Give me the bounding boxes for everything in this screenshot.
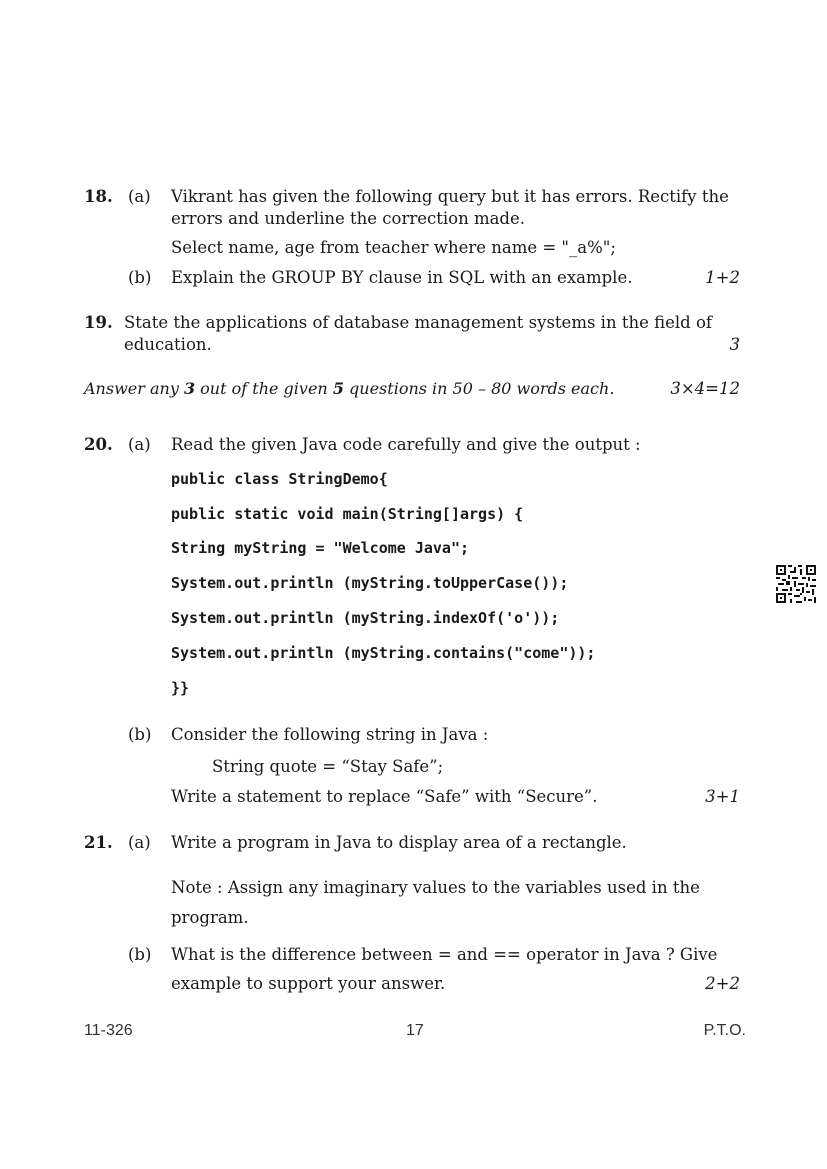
q19-marks: 3 (729, 335, 740, 354)
instruction-count: 3 (183, 379, 196, 398)
q20a-label: (a) (128, 435, 151, 454)
q18b-label: (b) (128, 268, 152, 287)
q21a-label: (a) (128, 833, 151, 852)
q21b-label: (b) (128, 945, 152, 964)
instruction-post: questions in 50 – 80 words each. (343, 379, 615, 398)
q20b-label: (b) (128, 725, 152, 744)
pto-label: P.T.O. (703, 1022, 746, 1039)
q21a-text: Write a program in Java to display area of a rectangle. (171, 833, 627, 852)
q21b-line2: example to support your answer. (171, 974, 446, 993)
code-line: public static void main(String[]args) { (171, 505, 524, 523)
q21a-note-line1: Note : Assign any imaginary values to the variables used in the (171, 878, 700, 897)
section-instruction (84, 379, 614, 398)
q19-line2: education. (124, 335, 212, 354)
qr-code-icon (776, 565, 816, 603)
q18a-query: Select name, age from teacher where name = "_a%"; (171, 238, 616, 257)
code-line: System.out.println (myString.contains("come")); (171, 644, 596, 662)
code-line: System.out.println (myString.indexOf('o')); (171, 609, 560, 627)
paper-code: 11-326 (84, 1022, 133, 1039)
q18a-label: (a) (128, 187, 151, 206)
page-number: 17 (406, 1022, 424, 1039)
q20-marks: 3+1 (705, 787, 740, 806)
q18-marks: 1+2 (705, 268, 740, 287)
q18a-line2: errors and underline the correction made. (171, 209, 525, 228)
q18-number: 18. (84, 187, 113, 206)
q20a-text: Read the given Java code carefully and give the output : (171, 435, 641, 454)
q20b-code: String quote = “Stay Safe”; (212, 757, 444, 776)
code-line: }} (171, 679, 190, 697)
code-line: String myString = "Welcome Java"; (171, 539, 470, 557)
q21-marks: 2+2 (705, 974, 740, 993)
q18a-line1: Vikrant has given the following query but it has errors. Rectify the (171, 187, 729, 206)
q21a-note-line2: program. (171, 908, 249, 927)
q20-number: 20. (84, 435, 113, 454)
q21b-line1: What is the difference between = and == operator in Java ? Give (171, 945, 718, 964)
q19-line1: State the applications of database management systems in the field of (124, 313, 712, 332)
q20b-text: Consider the following string in Java : (171, 725, 489, 744)
instruction-mid: out of the given (195, 379, 333, 398)
instruction-pre: Answer any (84, 379, 184, 398)
q21-number: 21. (84, 833, 113, 852)
code-line: public class StringDemo{ (171, 470, 388, 488)
q19-number: 19. (84, 313, 113, 332)
q20b-text2: Write a statement to replace “Safe” with “Secure”. (171, 787, 598, 806)
code-line: System.out.println (myString.toUpperCase()); (171, 574, 569, 592)
q18b-text: Explain the GROUP BY clause in SQL with an example. (171, 268, 633, 287)
instruction-total: 5 (332, 379, 344, 398)
section-marks: 3×4=12 (670, 379, 740, 398)
